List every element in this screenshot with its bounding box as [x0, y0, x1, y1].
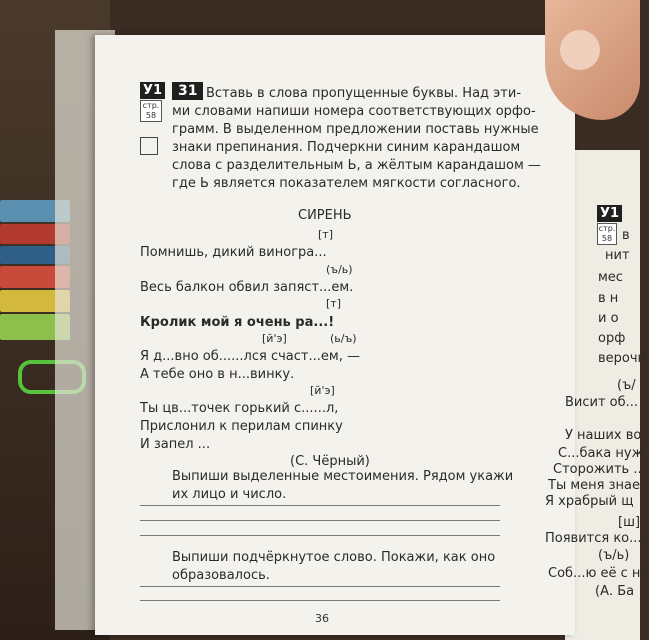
page-ref: 58	[145, 111, 157, 120]
task3-line: образовалось.	[172, 568, 270, 583]
instruction-line: знаки препинания. Подчеркни синим карандашом	[172, 140, 521, 155]
poem-line-bold: Кролик мой я очень ра...!	[140, 315, 335, 330]
poem-line: Я д...вно об......лся счаст...ем, —	[140, 349, 360, 364]
answer-line	[140, 586, 500, 587]
hint: [т]	[326, 297, 341, 310]
right-line: Появится ко...к	[545, 531, 649, 546]
task2-line: Выпиши выделенные местоимения. Рядом укажи	[172, 469, 514, 484]
right-page-ref-box	[597, 223, 617, 245]
right-line: Сторожить ..	[553, 462, 642, 477]
poem-line: И запел ...	[140, 437, 211, 452]
exercise-number: 31	[172, 82, 203, 100]
right-line: верочн	[598, 351, 647, 366]
pencil-icon	[140, 137, 158, 155]
right-str-label: стр.	[598, 224, 616, 233]
u1-tag: У1	[140, 82, 165, 99]
instruction-line: слова с разделительным Ь, а жёлтым карандашом —	[172, 158, 541, 173]
instruction-line: ми словами напиши номера соответствующих орфо-	[172, 104, 536, 119]
right-line: и о	[598, 311, 619, 326]
right-line: (А. Ба	[595, 584, 635, 599]
poem-author: (С. Чёрный)	[290, 454, 370, 469]
right-u1-tag: У1	[597, 205, 622, 222]
right-line: в н	[598, 291, 619, 306]
right-line: в	[622, 228, 630, 243]
right-line: орф	[598, 331, 626, 346]
right-line: Висит об...	[565, 395, 639, 410]
hint: [т]	[318, 228, 333, 241]
hint: [й'э]	[262, 332, 287, 345]
hint: (ъ/ь)	[326, 263, 353, 276]
poem-line: А тебе оно в н...винку.	[140, 367, 295, 382]
poem-title: СИРЕНЬ	[298, 208, 352, 223]
answer-line	[140, 600, 500, 601]
thumbnail	[560, 30, 600, 70]
answer-line	[140, 520, 500, 521]
task3-line: Выпиши подчёркнутое слово. Покажи, как оно	[172, 550, 496, 565]
poem-line-underlined: Прислонил к перилам спинку	[140, 419, 343, 434]
answer-line	[140, 535, 500, 536]
right-line: (ъ/	[617, 378, 636, 393]
right-line: [ш]	[618, 515, 641, 530]
right-line: У наших во	[565, 428, 642, 443]
hint: (ь/ъ)	[330, 332, 357, 345]
right-page-ref: 58	[601, 234, 613, 243]
page-ref-box	[140, 100, 162, 122]
right-line: мес	[598, 270, 623, 285]
str-label: стр.	[142, 101, 160, 110]
right-line: (ъ/ь)	[598, 548, 630, 563]
page-number: 36	[315, 612, 329, 625]
right-line: Я храбрый щ	[545, 494, 634, 509]
task2-line: их лицо и число.	[172, 487, 287, 502]
instruction-line: Вставь в слова пропущенные буквы. Над эти-	[206, 86, 522, 101]
hint: [й'э]	[310, 384, 335, 397]
poem-line: Помнишь, дикий виногра...	[140, 245, 327, 260]
answer-line	[140, 505, 500, 506]
right-line: С...бака нуж	[558, 446, 644, 461]
right-line: Ты меня знае	[548, 478, 640, 493]
poem-line: Весь балкон обвил запяст...ем.	[140, 280, 354, 295]
instruction-line: грамм. В выделенном предложении поставь нужные	[172, 122, 539, 137]
right-line: Соб...ю её с но	[548, 566, 649, 581]
instruction-line: где Ь является показателем мягкости согласного.	[172, 176, 521, 191]
poem-line: Ты цв...точек горький с......л,	[140, 401, 339, 416]
right-line: нит	[605, 248, 630, 263]
